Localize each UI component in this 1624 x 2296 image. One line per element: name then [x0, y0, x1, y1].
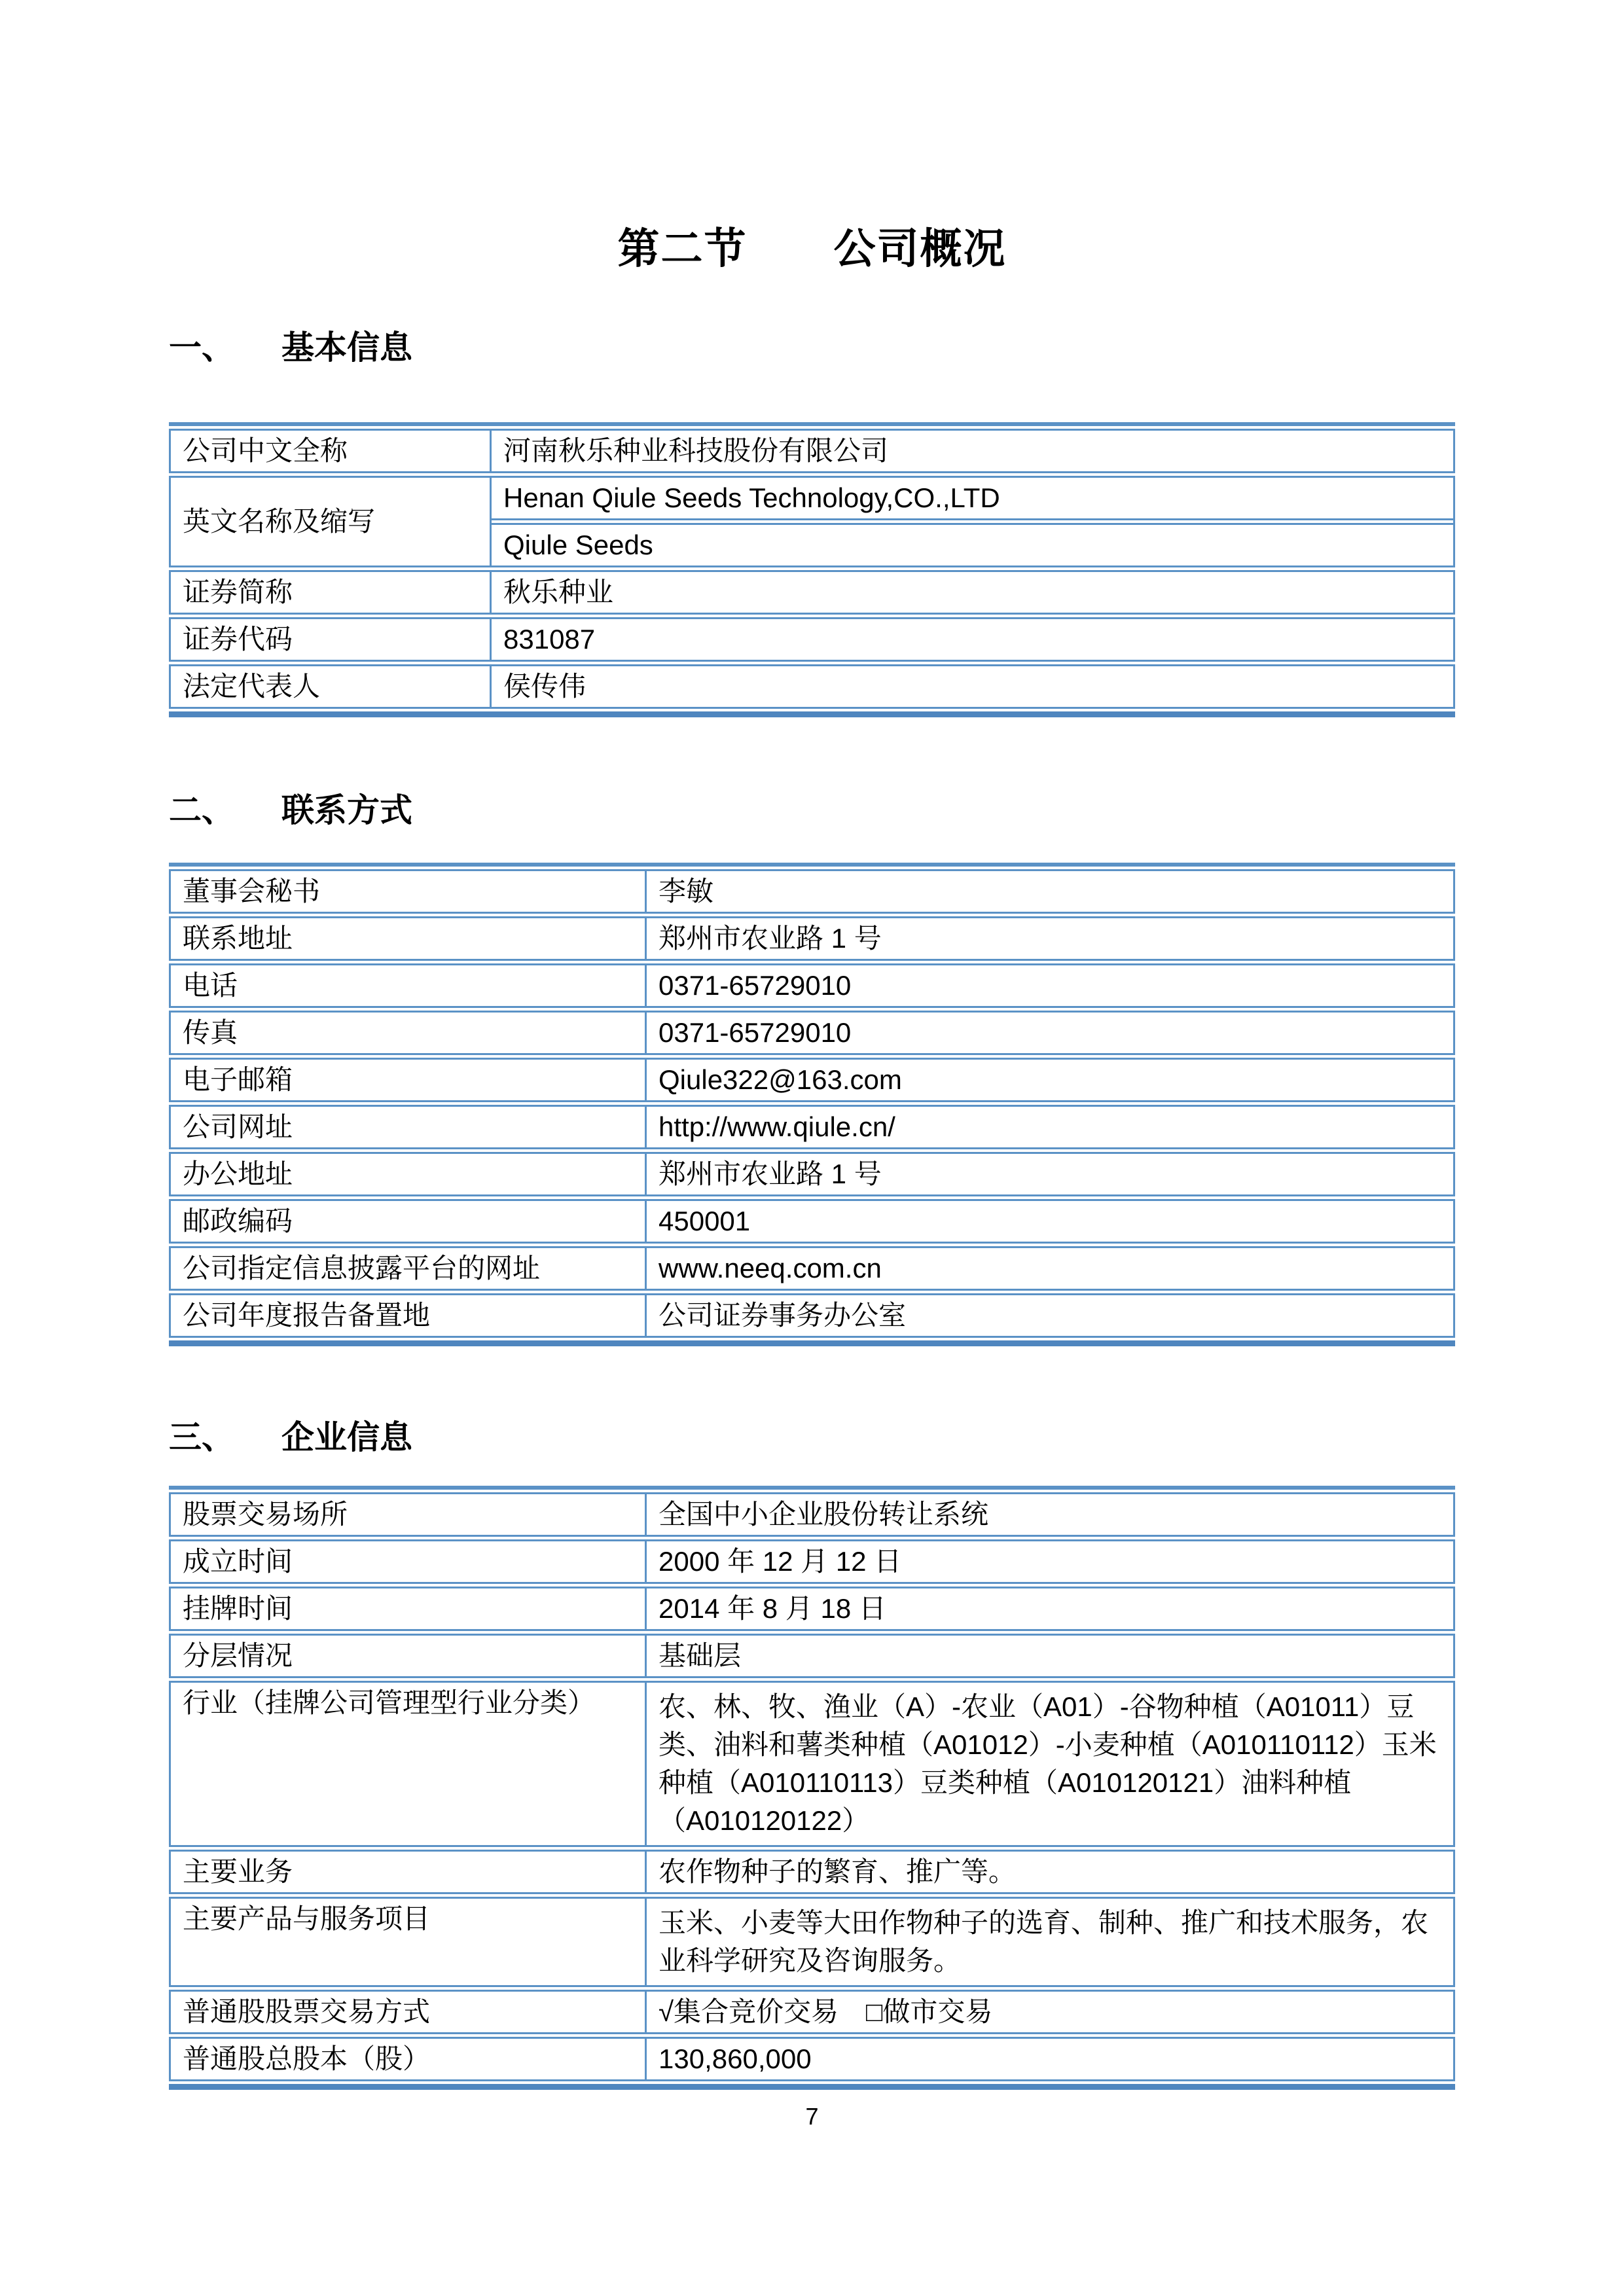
- table-row: [169, 1246, 1455, 1291]
- row-value: 0371-65729010: [659, 970, 852, 1001]
- row-label: 公司网址: [171, 1107, 647, 1147]
- table-row: [169, 1152, 1455, 1196]
- section-number: 三、: [169, 1419, 234, 1456]
- row-label: 普通股股票交易方式: [171, 1992, 647, 2032]
- row-value: 全国中小企业股份转让系统: [659, 1499, 989, 1530]
- row-label: 英文名称及缩写: [171, 478, 492, 565]
- row-value: Qiule Seeds: [492, 523, 1453, 565]
- row-label: 董事会秘书: [171, 871, 647, 912]
- row-value: Qiule322@163.com: [659, 1064, 902, 1095]
- row-value: 李敏: [659, 876, 714, 906]
- row-label: 行业（挂牌公司管理型行业分类）: [171, 1683, 647, 1845]
- table-row: [169, 869, 1455, 914]
- row-label: 联系地址: [171, 918, 647, 959]
- row-label: 挂牌时间: [171, 1588, 647, 1629]
- merged-value-stack: [492, 478, 1453, 565]
- table-row: [169, 1199, 1455, 1244]
- section-title: 基本信息: [281, 329, 412, 366]
- row-value: 130,860,000: [659, 2043, 812, 2074]
- table-row: [169, 1897, 1455, 1987]
- row-label: 公司指定信息披露平台的网址: [171, 1248, 647, 1289]
- table-row: [169, 1011, 1455, 1055]
- row-value: 0371-65729010: [659, 1017, 852, 1048]
- table-row: [169, 963, 1455, 1008]
- row-label: 证券简称: [171, 572, 492, 613]
- row-label: 电话: [171, 965, 647, 1006]
- row-label: 公司中文全称: [171, 431, 492, 471]
- row-value: 农、林、牧、渔业（A）-农业（A01）-谷物种植（A01011）豆类、油料和薯类种植（A01012）-小麦种植（A010110112）玉米种植（A010110113）豆类种植（A010120121）油料种植（A010120122）: [659, 1691, 1437, 1836]
- row-value: 公司证券事务办公室: [659, 1300, 907, 1331]
- row-value: 基础层: [659, 1640, 742, 1671]
- table-row: [169, 1850, 1455, 1894]
- row-value: 玉米、小麦等大田作物种子的选育、制种、推广和技术服务，农业科学研究及咨询服务。: [659, 1907, 1429, 1976]
- table-row: [169, 2037, 1455, 2081]
- table-row: [169, 476, 1455, 567]
- section-title: 联系方式: [281, 792, 412, 829]
- table-row: [169, 1492, 1455, 1537]
- table-row: [169, 617, 1455, 662]
- table-row: [169, 1539, 1455, 1584]
- section-heading-enterprise-info: [169, 1416, 412, 1459]
- table-row: [169, 1681, 1455, 1847]
- row-value: 秋乐种业: [503, 577, 614, 607]
- basic-info-table: [169, 422, 1455, 717]
- table-row: [169, 1293, 1455, 1338]
- row-value: 2014 年 8 月 18 日: [659, 1593, 886, 1624]
- row-label: 普通股总股本（股）: [171, 2039, 647, 2079]
- row-value: www.neeq.com.cn: [659, 1253, 882, 1283]
- row-value: 侯传伟: [503, 671, 586, 702]
- row-label: 法定代表人: [171, 666, 492, 707]
- row-value: 831087: [503, 624, 596, 655]
- row-label: 主要产品与服务项目: [171, 1899, 647, 1985]
- section-heading-basic-info: [169, 326, 412, 369]
- row-label: 分层情况: [171, 1636, 647, 1676]
- table-row: [169, 664, 1455, 709]
- table-row: [169, 1634, 1455, 1678]
- row-value: 郑州市农业路 1 号: [659, 1158, 882, 1189]
- table-row: [169, 570, 1455, 615]
- row-value: 郑州市农业路 1 号: [659, 923, 882, 954]
- section-title: 企业信息: [281, 1419, 412, 1456]
- row-value: 河南秋乐种业科技股份有限公司: [503, 435, 889, 466]
- row-label: 办公地址: [171, 1154, 647, 1194]
- row-label: 证券代码: [171, 619, 492, 660]
- table-row: [169, 1587, 1455, 1631]
- table-row: [169, 1990, 1455, 2034]
- row-label: 成立时间: [171, 1541, 647, 1582]
- row-label: 电子邮箱: [171, 1060, 647, 1100]
- table-row: [169, 1105, 1455, 1149]
- row-label: 股票交易场所: [171, 1494, 647, 1535]
- row-label: 公司年度报告备置地: [171, 1295, 647, 1336]
- section-number: 二、: [169, 792, 234, 829]
- row-value trading-method: √集合竞价交易 □做市交易: [659, 1996, 993, 2027]
- row-value: Henan Qiule Seeds Technology,CO.,LTD: [492, 478, 1453, 520]
- table-row: [169, 429, 1455, 473]
- page-number: 7: [805, 2103, 819, 2130]
- enterprise-info-table: [169, 1486, 1455, 2090]
- table-row: [169, 916, 1455, 961]
- contact-info-table: [169, 863, 1455, 1346]
- row-value: 2000 年 12 月 12 日: [659, 1546, 902, 1577]
- row-label: 主要业务: [171, 1852, 647, 1892]
- row-label: 传真: [171, 1013, 647, 1053]
- table-row: [169, 1058, 1455, 1102]
- section-number: 一、: [169, 329, 234, 366]
- row-value: http://www.qiule.cn/: [659, 1111, 895, 1142]
- page-title: 第二节 公司概况: [617, 225, 1007, 272]
- row-value: 农作物种子的繁育、推广等。: [659, 1856, 1017, 1887]
- section-heading-contact-info: [169, 789, 412, 832]
- row-value: 450001: [659, 1206, 751, 1236]
- row-label: 邮政编码: [171, 1201, 647, 1242]
